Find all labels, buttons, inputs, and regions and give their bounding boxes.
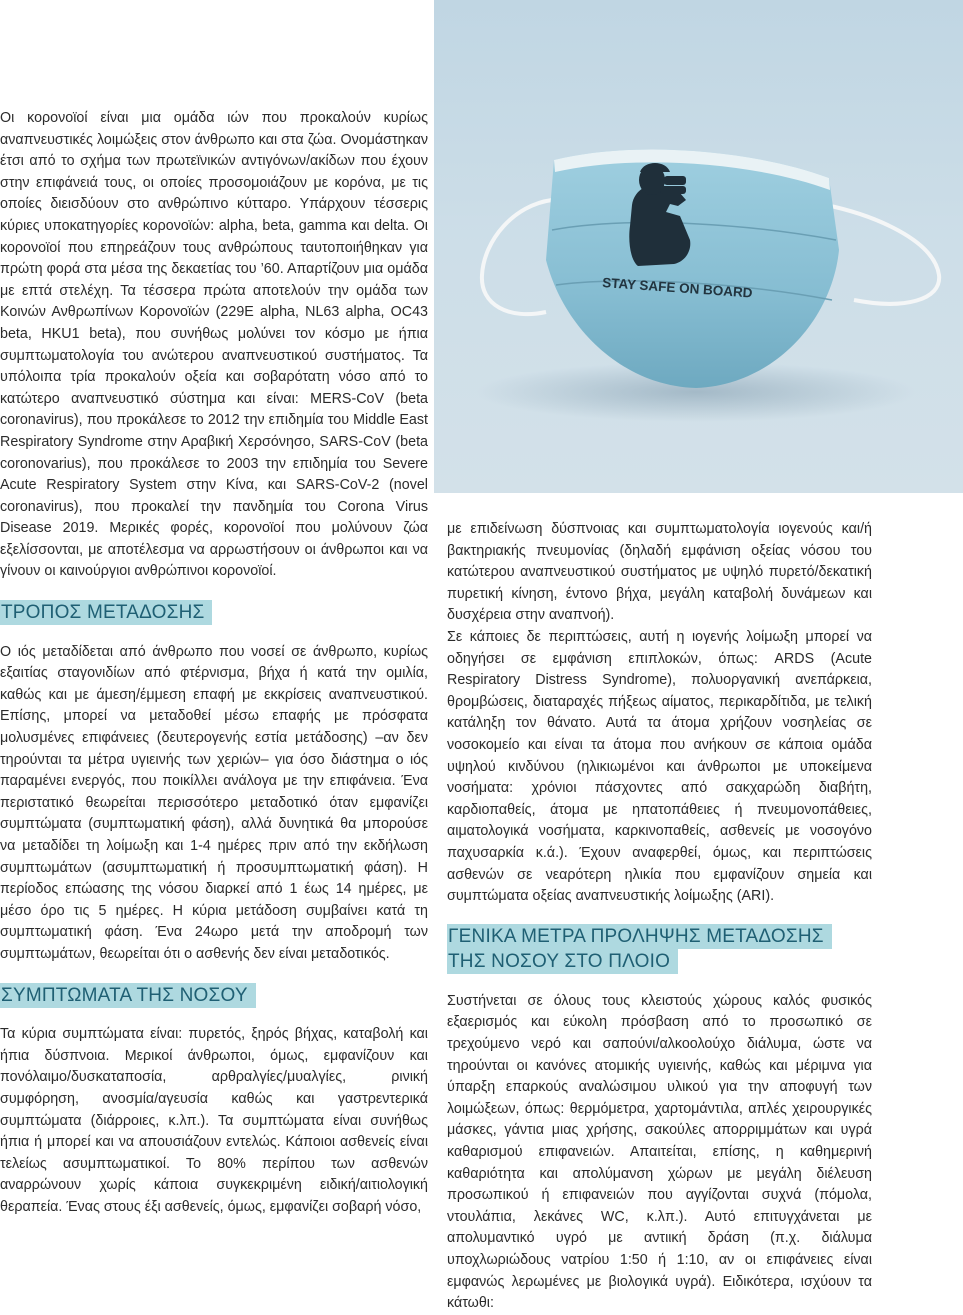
symptoms-continued-paragraph: με επιδείνωση δύσπνοιας και συμπτωματολογία ιογενούς και/ή βακτηριακής πνευμονίας (δηλαδή εμφάνιση οξείας νόσου του κατώτερου αναπνευστικού συστήματος με υψηλό πυρετό/δεκατική πυρετική κίνηση, έντονο βήχα, μεγάλη καταβολή δυνάμεων και δυσχέρεια στην αναπνοή).: [447, 521, 872, 624]
complications-paragraph: Σε κάποιες δε περιπτώσεις, αυτή η ιογενής λοίμωξη μπορεί να οδηγήσει σε εμφάνιση επιπλοκών, όπως: ARDS (Acute Respiratory Distress Syndrome), πολυοργανική ανεπάρκεια, θρομβώσεις, διαταραχές πήξεως αίματος, περικαρδίτιδα, με τελική κατάληξη τον θάνατο. Αυτά τα άτομα χρήζουν νοσηλείας σε νοσοκομείο και είναι τα άτομα που ανήκουν σε κάποια ομάδα υψηλού κινδύνου (ηλικιωμένοι και άνθρωποι με υποκείμενα νοσήματα: χρόνιοι πάσχοντες από σακχαρώδη διαβήτη, καρδιοπαθείς, άτομα με ηπατοπάθειες ή πνευμονοπάθειες, αιματολογικά νοσήματα, καρκινοπαθείς, ασθενείς με νοσογόνο παχυσαρκία κ.ά.). Έχουν αναφερθεί, όμως, και περιπτώσεις ασθενών σε νεαρότερη ηλικία που εμφανίζουν σημεία και συμπτώματα οξείας αναπνευστικής λοίμωξης (ARI).: [447, 628, 872, 905]
mask-print-text: STAY SAFE ON BOARD: [601, 275, 754, 301]
left-column: [0, 108, 428, 1219]
mask-body: [546, 150, 839, 388]
right-ear-loop: [826, 205, 939, 304]
measures-heading-line-1: ΓΕΝΙΚΑ ΜΕΤΡΑ ΠΡΟΛΗΨΗΣ ΜΕΤΑΔΟΣΗΣ: [447, 924, 832, 949]
intro-paragraph: Οι κορονοϊοί είναι μια ομάδα ιών που προκαλούν κυρίως αναπνευστικές λοιμώξεις στον άνθρωπο και στα ζώα. Ονομάστηκαν έτσι από το σχήμα των πρωτεϊνικών αντιγόνων/ακίδων που έχουν στην επιφάνειά τους, οι οποίες προσομοιάζουν με κορόνα, με τις οποίες διεισδύουν στο ανθρώπινο κύτταρο. Υπάρχουν τέσσερις κύριες υποκατηγορίες κορονοϊών: alpha, beta, gamma και delta. Οι κορονοϊοί που επηρεάζουν τους ανθρώπους ταυτοποιήθηκαν για πρώτη φορά στα μέσα της δεκαετίας του ’60. Απαρτίζουν μια ομάδα με επτά στελέχη. Τα τέσσερα πρώτα αποτελούν την ομάδα των Κοινών Ανθρωπίνων Κορονοϊών (229E alpha, NL63 alpha, OC43 beta, HKU1 beta), που συνήθως μολύνει τον κόσμο με ήπια συμπτωματολογία του ανώτερου αναπνευστικού συστήματος. Τα υπόλοιπα τρία προκαλούν οξεία και σοβαρότατη νόσο από το κατώτερο αναπνευστικό σύστημα και είναι: MERS-CoV (beta coronavirus), που προκάλεσε το 2012 την επιδημία του Middle East Respiratory Syndrome στην Αραβική Χερσόνησο, SARS-CoV (beta coronovarius), που προκάλεσε το 2003 την επιδημία του Severe Acute Respiratory System στην Κίνα, και SARS-CoV-2 (novel coronavirus), που προκαλεί την πανδημία του Corona Virus Disease 2019. Μερικές φορές, κορονοϊοί που μολύνουν ζώα εξελίσσονται, με αποτέλεσμα να αρρωστήσουν οι άνθρωποι και να γίνουν οι καινούργιοι ανθρώπινοι κορονοϊοί.: [0, 110, 428, 580]
face-mask-illustration: [434, 0, 963, 493]
measures-paragraph: Συστήνεται σε όλους τους κλειστούς χώρους καλός φυσικός εξαερισμός και εύκολη πρόσβαση από το προσωπικό σε τρεχούμενο νερό και σαπούνι/αλκοολούχο διάλυμα, ώστε να τηρούνται οι κανόνες ατομικής υγιεινής, καθώς και μέριμνα για ύπαρξη επαρκούς αναλώσιμου υλικού για την αποφυγή των λοιμώξεων, όπως: θερμόμετρα, χαρτομάντιλα, απλές χειρουργικές μάσκες, γάντια μιας χρήσης, σακούλες απορριμμάτων και υγρά καθαρισμού επιφανειών. Απαιτείται, επίσης, η καθημερινή καθαριότητα και απολύμανση χώρων με μεγάλη διέλευση προσωπικού ή επιφανειών που αγγίζονται συχνά (πόμολα, ντουλάπια, λεκάνες WC, κ.λπ.). Αυτό επιτυγχάνεται με απολυμαντικό υγρό με αντιική δράση (π.χ. διάλυμα υποχλωριώδους νατρίου 1:50 ή 1:10, αν οι επιφάνειες είναι εμφανώς λερωμένες με βιολογικά υγρά). Ειδικότερα, ισχύουν τα κάτωθι:: [447, 992, 872, 1312]
transmission-heading: ΤΡΟΠΟΣ ΜΕΤΑΔΟΣΗΣ: [0, 600, 212, 625]
transmission-paragraph: Ο ιός μεταδίδεται από άνθρωπο που νοσεί σε άνθρωπο, κυρίως εξαιτίας σταγονιδίων από φτέρνισμα, βήχα ή κατά την ομιλία, καθώς και με άμεση/έμμεση επαφή με εκκρίσεις αναπνευστικού. Επίσης, μπορεί να μεταδοθεί μέσω επαφής με πρόσφατα μολυσμένες επιφάνειες (δευτερογενής εστία μετάδοσης) –αν δεν τηρούνται τα μέτρα υγιεινής των χεριών– για όσο διάστημα ο ιός παραμένει ενεργός, που ποικίλλει ανάλογα με την επιφάνεια. Ένα περιστατικό θεωρείται περισσότερο μεταδοτικό όταν εμφανίζει συμπτώματα (συμπτωματική φάση), αλλά δυνητικά θα μπορούσε να μεταδίδει τη λοίμωξη και 1-4 ημέρες πριν από την εκδήλωση συμπτωμάτων (ασυμπτωματική ή προσυμπτωματική φάση). Η περίοδος επώασης της νόσου διαρκεί από 1 έως 14 ημέρες, με μέσο όρο τις 5 ημέρες. Η κύρια μετάδοση συμβαίνει κατά τη συμπτωματική φάση. Ένα 24ωρο μετά την αποδρομή των συμπτωμάτων, θεωρείται ότι ο ασθενής δεν είναι μεταδοτικός.: [0, 643, 428, 962]
left-ear-loop: [482, 200, 552, 314]
measures-heading-line-2: ΤΗΣ ΝΟΣΟΥ ΣΤΟ ΠΛΟΙΟ: [447, 949, 678, 974]
mask-photo: [434, 0, 963, 493]
symptoms-paragraph: Τα κύρια συμπτώματα είναι: πυρετός, ξηρός βήχας, καταβολή και ήπια δύσπνοια. Μερικοί άνθρωποι, όμως, εμφανίζουν και πονόλαιμο/δυσκαταποσία, αρθραλγίες/μυαλγίες, ρινική συμφόρηση, ανοσμία/αγευσία καθώς και γαστρεντερικά συμπτώματα (διάρροιες, κ.λπ.). Τα συμπτώματα είναι συνήθως ήπια ή μπορεί και να απουσιάζουν εντελώς. Κάποιοι ασθενείς είναι τελείως ασυμπτωματικοί. Το 80% περίπου των ασθενών αναρρώνουν χωρίς κάποια συγκεκριμένη ειδική/αιτιολογική θεραπεία. Ένας στους έξι ασθενείς, όμως, εμφανίζει σοβαρή νόσο,: [0, 1026, 428, 1215]
right-column: [447, 519, 872, 1315]
symptoms-heading: ΣΥΜΠΤΩΜΑΤΑ ΤΗΣ ΝΟΣΟΥ: [0, 983, 256, 1008]
